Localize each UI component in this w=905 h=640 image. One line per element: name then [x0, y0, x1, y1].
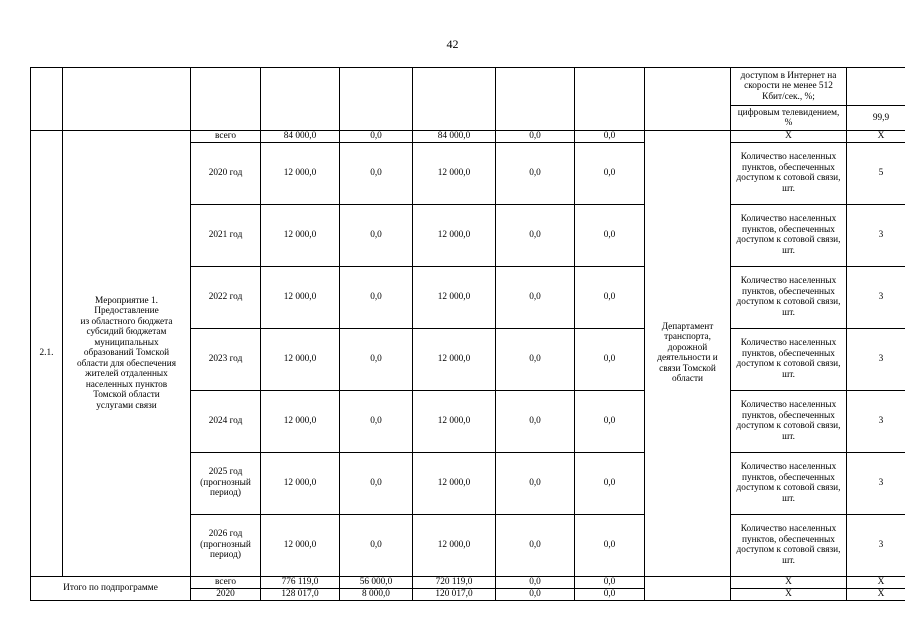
page-number: 42: [446, 37, 459, 51]
period-cell: 2022 год: [191, 266, 261, 328]
indicator-value: X: [847, 576, 905, 588]
federal-budget-cell: 0,0: [340, 142, 413, 204]
local-budget-cell: 0,0: [496, 452, 575, 514]
table-row: [31, 68, 905, 106]
extrabudgetary-cell: 0,0: [575, 452, 645, 514]
regional-budget-cell: 12 000,0: [413, 142, 496, 204]
regional-budget-cell: 84 000,0: [413, 131, 496, 143]
extrabudgetary-cell: 0,0: [575, 514, 645, 576]
local-budget-cell: 0,0: [496, 131, 575, 143]
indicator-cell: Количество населенных пунктов, обеспеченных доступом к сотовой связи, шт.: [731, 328, 847, 390]
federal-budget-cell: 8 000,0: [340, 588, 413, 600]
indicator-cell: Количество населенных пунктов, обеспеченных доступом к сотовой связи, шт.: [731, 142, 847, 204]
local-budget-cell: 0,0: [496, 588, 575, 600]
indicator-cell: Количество населенных пунктов, обеспеченных доступом к сотовой связи, шт.: [731, 514, 847, 576]
indicator-cell: Количество населенных пунктов, обеспеченных доступом к сотовой связи, шт.: [731, 204, 847, 266]
indicator-value: 3: [847, 328, 905, 390]
federal-budget-cell: 0,0: [340, 266, 413, 328]
executor-cell: [645, 576, 731, 600]
regional-budget-cell: 12 000,0: [413, 514, 496, 576]
period-cell: 2023 год: [191, 328, 261, 390]
executor-cell: Департамент транспорта, дорожной деятельности и связи Томской области: [645, 131, 731, 577]
extrabudgetary-cell: 0,0: [575, 204, 645, 266]
total-funding-cell: 12 000,0: [261, 142, 340, 204]
regional-budget-cell: 720 119,0: [413, 576, 496, 588]
totals-label-cell: Итого по подпрограмме: [31, 576, 191, 600]
local-budget-cell: 0,0: [496, 142, 575, 204]
period-cell: 2026 год (прогнозный период): [191, 514, 261, 576]
local-budget-cell: 0,0: [496, 266, 575, 328]
local-budget-cell: 0,0: [496, 514, 575, 576]
regional-budget-cell: 12 000,0: [413, 328, 496, 390]
period-cell: всего: [191, 131, 261, 143]
indicator-cell: Количество населенных пунктов, обеспеченных доступом к сотовой связи, шт.: [731, 452, 847, 514]
indicator-value: 3: [847, 452, 905, 514]
regional-budget-cell: 12 000,0: [413, 204, 496, 266]
period-cell: 2021 год: [191, 204, 261, 266]
local-budget-cell: 0,0: [496, 204, 575, 266]
total-funding-cell: 12 000,0: [261, 204, 340, 266]
federal-budget-cell: 0,0: [340, 204, 413, 266]
total-funding-cell: 776 119,0: [261, 576, 340, 588]
extrabudgetary-cell: 0,0: [575, 390, 645, 452]
indicator-cell: X: [731, 588, 847, 600]
indicator-cell: Количество населенных пунктов, обеспеченных доступом к сотовой связи, шт.: [731, 266, 847, 328]
table-body: [31, 68, 905, 601]
federal-budget-cell: 0,0: [340, 328, 413, 390]
total-funding-cell: 12 000,0: [261, 328, 340, 390]
indicator-cell: цифровым телевидением, %: [731, 106, 847, 131]
indicator-cell: доступом в Интернет на скорости не менее 512 Кбит/сек., %;: [731, 68, 847, 106]
federal-budget-cell: 0,0: [340, 131, 413, 143]
total-funding-cell: 12 000,0: [261, 452, 340, 514]
federal-budget-cell: 56 000,0: [340, 576, 413, 588]
indicator-cell: Количество населенных пунктов, обеспеченных доступом к сотовой связи, шт.: [731, 390, 847, 452]
extrabudgetary-cell: 0,0: [575, 266, 645, 328]
local-budget-cell: 0,0: [496, 576, 575, 588]
period-cell: 2020 год: [191, 142, 261, 204]
regional-budget-cell: 12 000,0: [413, 390, 496, 452]
extrabudgetary-cell: 0,0: [575, 131, 645, 143]
indicator-cell: X: [731, 576, 847, 588]
extrabudgetary-cell: 0,0: [575, 328, 645, 390]
table-row: [31, 576, 905, 588]
total-funding-cell: 128 017,0: [261, 588, 340, 600]
indicator-value: 3: [847, 204, 905, 266]
indicator-value: X: [847, 131, 905, 143]
federal-budget-cell: 0,0: [340, 452, 413, 514]
total-funding-cell: 12 000,0: [261, 390, 340, 452]
indicator-value: 99,9: [847, 106, 905, 131]
indicator-cell: X: [731, 131, 847, 143]
federal-budget-cell: 0,0: [340, 390, 413, 452]
regional-budget-cell: 120 017,0: [413, 588, 496, 600]
indicator-value: 5: [847, 142, 905, 204]
local-budget-cell: 0,0: [496, 390, 575, 452]
indicator-value: X: [847, 588, 905, 600]
extrabudgetary-cell: 0,0: [575, 576, 645, 588]
program-table: [30, 67, 905, 601]
period-cell: 2025 год (прогнозный период): [191, 452, 261, 514]
extrabudgetary-cell: 0,0: [575, 588, 645, 600]
section-number-cell: 2.1.: [31, 131, 63, 577]
extrabudgetary-cell: 0,0: [575, 142, 645, 204]
event-name-cell: Мероприятие 1. Предоставление из областного бюджета субсидий бюджетам муниципальных образований Томской области для обеспечения жителей отдаленных населенных пунктов Томской области услугами связи: [63, 131, 191, 577]
regional-budget-cell: 12 000,0: [413, 452, 496, 514]
period-cell: 2024 год: [191, 390, 261, 452]
total-funding-cell: 84 000,0: [261, 131, 340, 143]
period-cell: 2020: [191, 588, 261, 600]
total-funding-cell: 12 000,0: [261, 266, 340, 328]
federal-budget-cell: 0,0: [340, 514, 413, 576]
indicator-value: 3: [847, 514, 905, 576]
table-row: [31, 131, 905, 143]
period-cell: всего: [191, 576, 261, 588]
indicator-value: 3: [847, 266, 905, 328]
local-budget-cell: 0,0: [496, 328, 575, 390]
indicator-value: 3: [847, 390, 905, 452]
regional-budget-cell: 12 000,0: [413, 266, 496, 328]
total-funding-cell: 12 000,0: [261, 514, 340, 576]
